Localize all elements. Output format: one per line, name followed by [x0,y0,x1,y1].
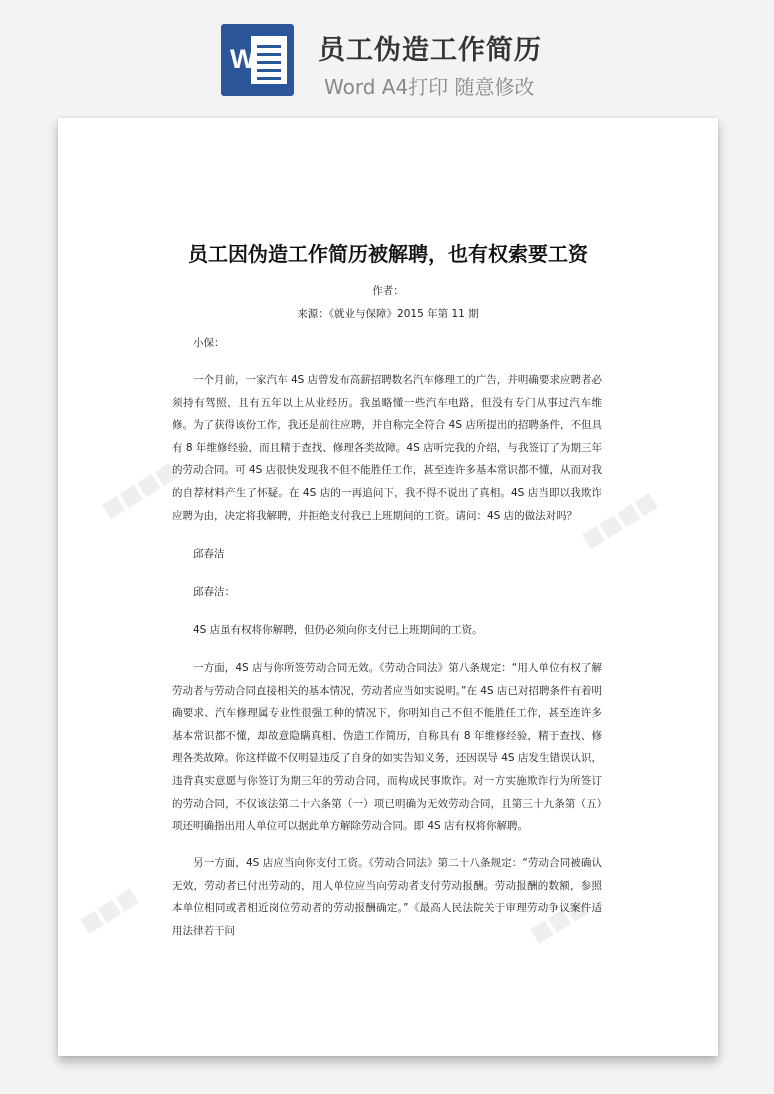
watermark: ■■■■ [577,487,662,554]
word-icon [221,24,294,96]
banner-subtitle: Word A4打印 随意修改 [324,75,535,99]
document-title: 员工因伪造工作简历被解聘，也有权索要工资 [188,242,588,266]
signature: 邱春洁 [193,548,225,560]
salutation: 小保： [193,337,225,349]
watermark: ■■■ [526,893,593,948]
signature: 邱春洁： [193,586,235,598]
document-source: 来源：《就业与保障》2015 年第 11 期 [297,308,479,320]
document-page [58,118,718,1056]
word-icon-letter: W [230,44,256,74]
word-icon-page [251,36,287,84]
banner-title: 员工伪造工作简历 [318,35,542,66]
watermark: ■■■■ [97,457,182,524]
paragraph: 一方面，4S 店与你所签劳动合同无效。《劳动合同法》第八条规定：“用人单位有权了解劳动者与劳动合同直接相关的基本情况，劳动者应当如实说明。”在 4S 店已对招聘条件有着明确要求、汽车修理属专业性很强工种的情况下，你明知自己不但不能胜任工作，甚至连许多基本常识都不懂，却故意隐瞒真相、伪造工作简历，自称具有 8 年维修经验，精于查找、修理各类故障。你这样做不仅明显违反了自身的如实告知义务，还因误导 4S 店发生错误认识，违背真实意愿与你签订为期三年的劳动合同，而构成民事欺诈。对一方实施欺诈行为所签订的劳动合同，不仅该法第二十六条第（一）项已明确为无效劳动合同，且第三十九条第（五）项还明确指出用人单位可以据此单方解除劳动合同。即 4S 店有权将你解聘。 [172,662,602,833]
watermark: ■■■ [76,883,143,938]
paragraph: 一个月前，一家汽车 4S 店曾发布高薪招聘数名汽车修理工的广告，并明确要求应聘者必须持有驾照，且有五年以上从业经历。我虽略懂一些汽车电路，但没有专门从事过汽车维修。为了获得该份工作，我还是前往应聘，并自称完全符合 4S 店所提出的招聘条件，不但具有 8 年维修经验，而且精于查找、修理各类故障。4S 店听完我的介绍，与我签订了为期三年的劳动合同。可 4S 店很快发现我不但不能胜任工作，甚至连许多基本常识都不懂，从而对我的自荐材料产生了怀疑。在 4S 店的一再追问下，我不得不说出了真相。4S 店当即以我欺诈应聘为由，决定将我解聘，并拒绝支付我已上班期间的工资。请问：4S 店的做法对吗？ [172,374,602,522]
document-author: 作者： [372,285,404,297]
paragraph: 4S 店虽有权将你解聘，但仍必须向你支付已上班期间的工资。 [193,624,483,636]
paragraph: 另一方面，4S 店应当向你支付工资。《劳动合同法》第二十八条规定：“劳动合同被确认无效，劳动者已付出劳动的，用人单位应当向劳动者支付劳动报酬。劳动报酬的数额，参照本单位相同或者相近岗位劳动者的劳动报酬确定。”《最高人民法院关于审理劳动争议案件适用法律若干问 [172,857,602,937]
banner [0,0,774,118]
